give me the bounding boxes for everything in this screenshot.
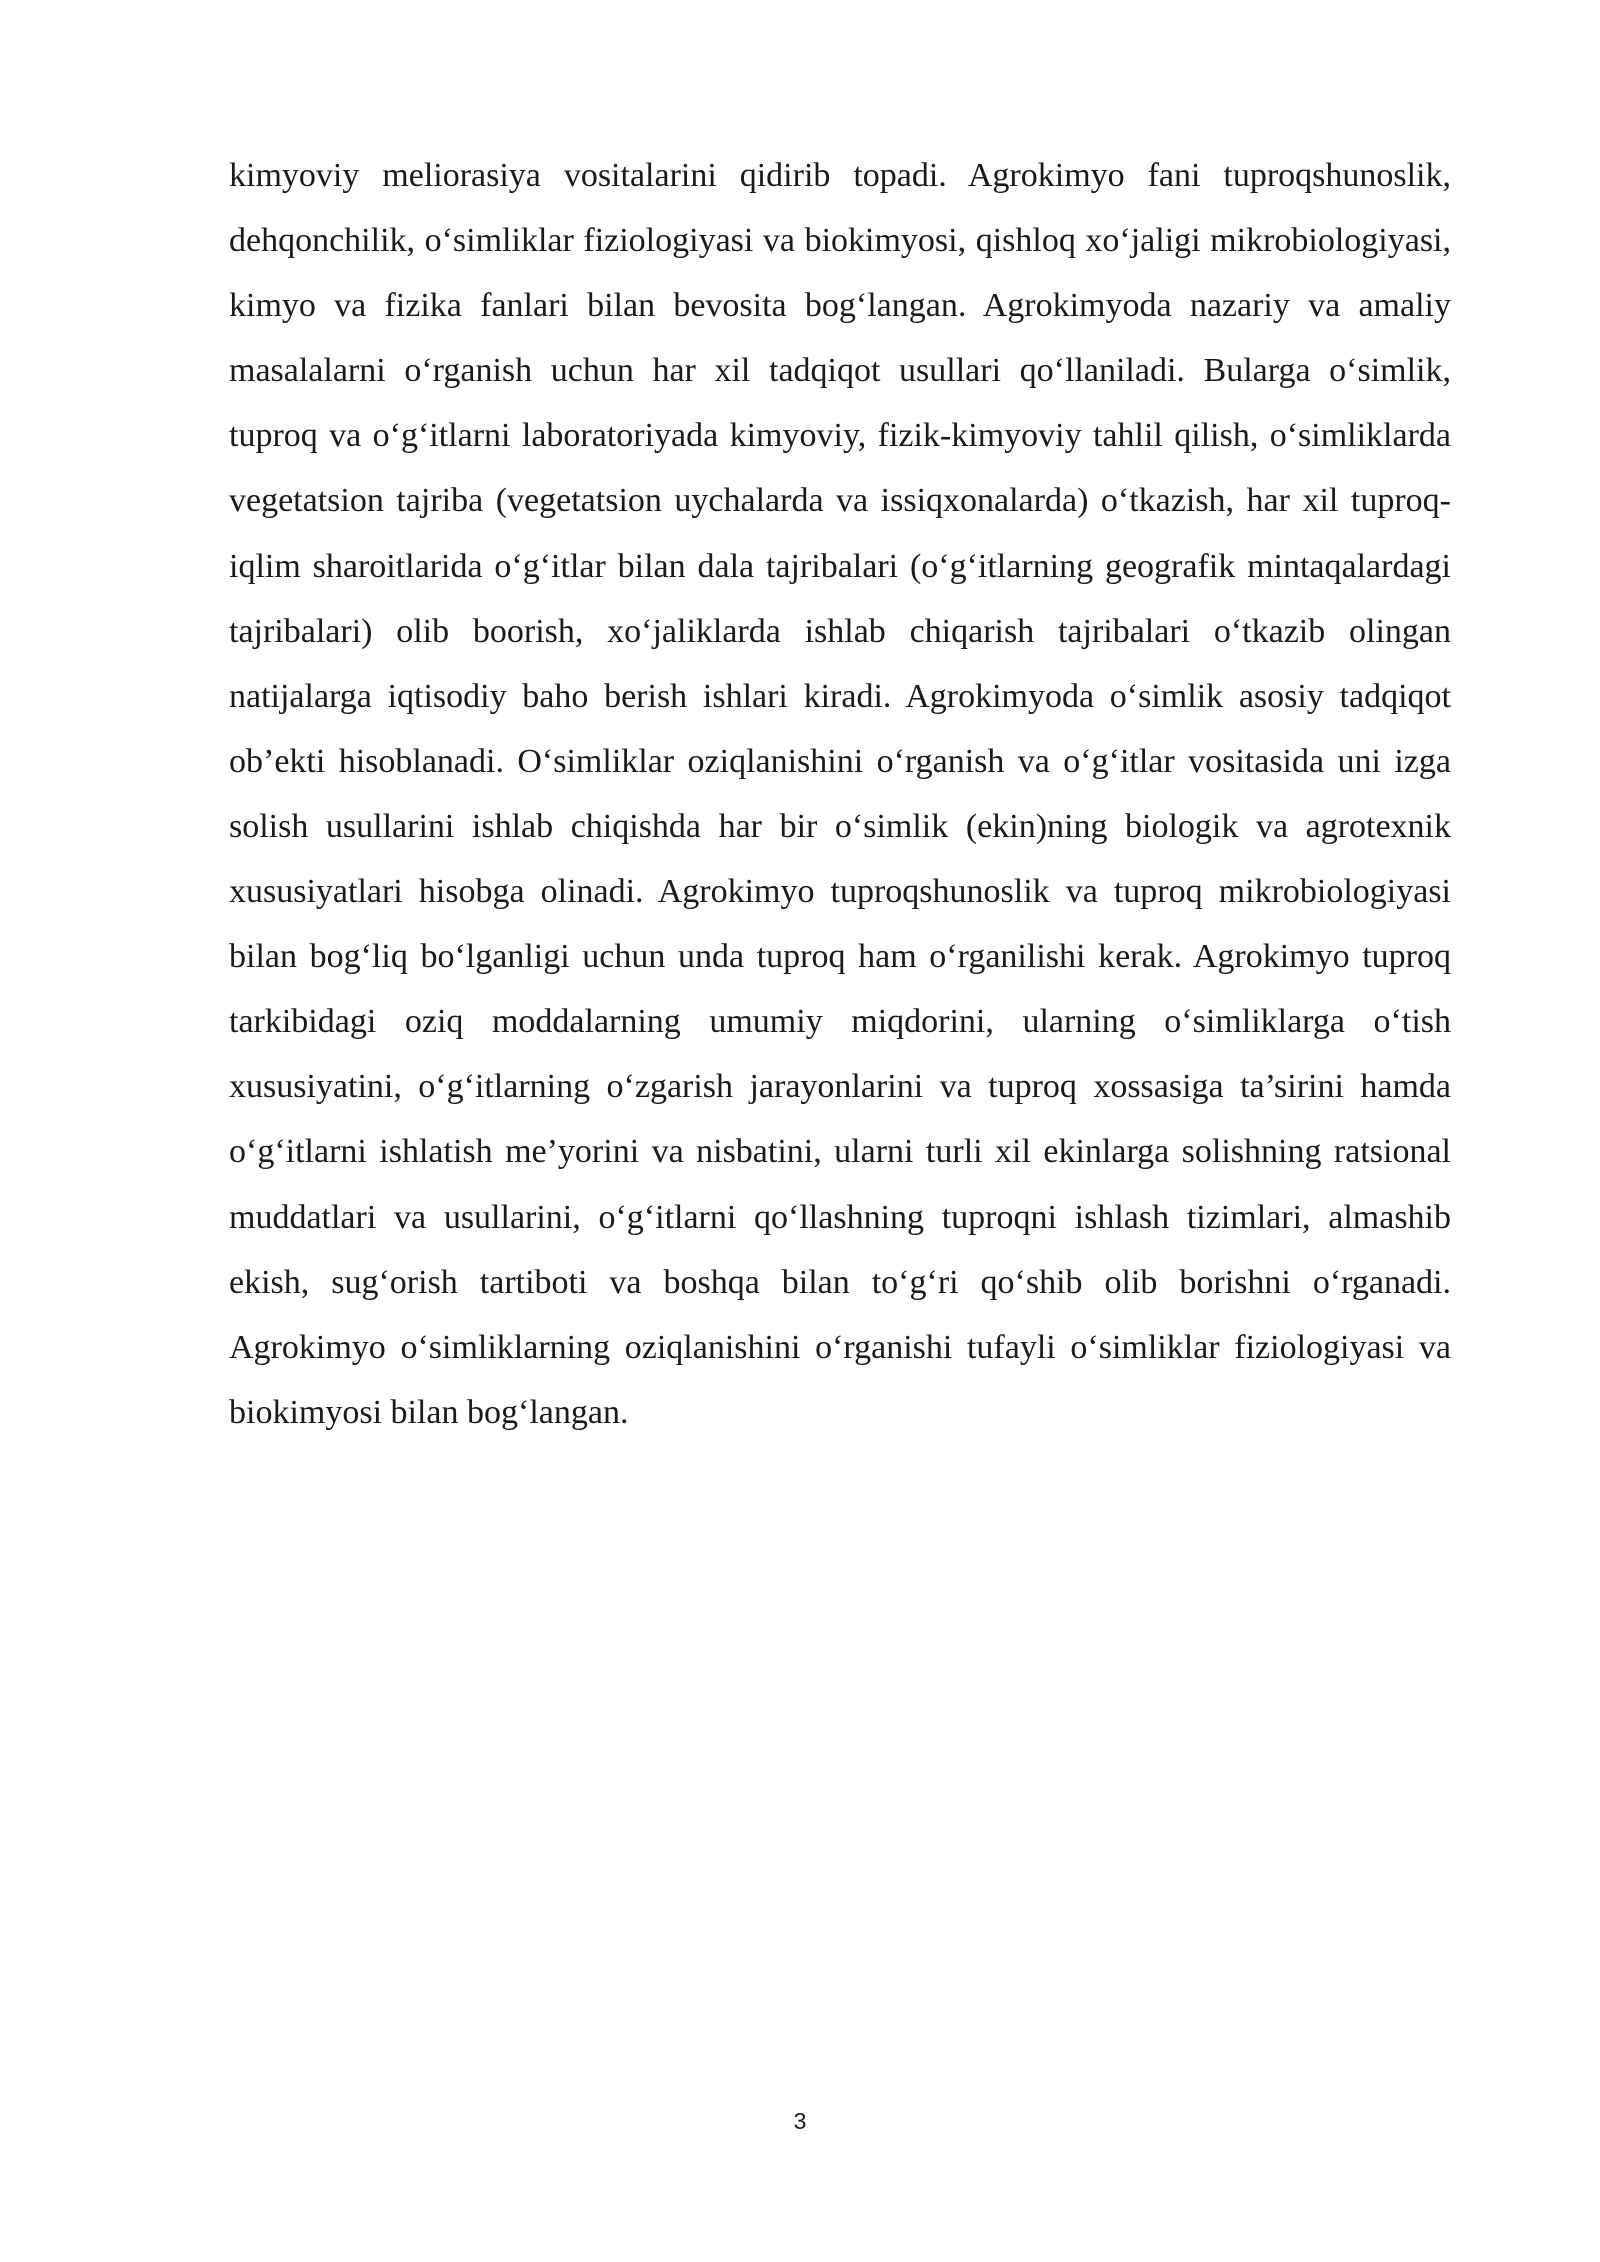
page-number: 3 — [793, 2108, 807, 2134]
body-paragraph: kimyoviy meliorasiya vositalarini qidirib topadi. Agrokimyo fani tuproqshunoslik, dehqonchilik, o‘simliklar fiziologiyasi va biokimyosi, qishloq xo‘jaligi mikrobiologiyasi, kimyo va fizika fanlari bilan bevosita bog‘langan. Agrokimyoda nazariy va amaliy masalalarni o‘rganish uchun har xil tadqiqot usullari qo‘llaniladi. Bularga o‘simlik, tuproq va o‘g‘itlarni laboratoriyada kimyoviy, fizik-kimyoviy tahlil qilish, o‘simliklarda vegetatsion tajriba (vegetatsion uychalarda va issiqxonalarda) o‘tkazish, har xil tuproq-iqlim sharoitlarida o‘g‘itlar bilan dala tajribalari (o‘g‘itlarning geografik mintaqalardagi tajribalari) olib boorish, xo‘jaliklarda ishlab chiqarish tajribalari o‘tkazib olingan natijalarga iqtisodiy baho berish ishlari kiradi. Agrokimyoda o‘simlik asosiy tadqiqot ob’ekti hisoblanadi. O‘simliklar oziqlanishini o‘rganish va o‘g‘itlar vositasida uni izga solish usullarini ishlab chiqishda har bir o‘simlik (ekin)ning biologik va agrotexnik xususiyatlari hisobga olinadi. Agrokimyo tuproqshunoslik va tuproq mikrobiologiyasi bilan bog‘liq bo‘lganligi uchun unda tuproq ham o‘rganilishi kerak. Agrokimyo tuproq tarkibidagi oziq moddalarning umumiy miqdorini, ularning o‘simliklarga o‘tish xususiyatini, o‘g‘itlarning o‘zgarish jarayonlarini va tuproq xossasiga ta’sirini hamda o‘g‘itlarni ishlatish me’yorini va nisbatini, ularni turli xil ekinlarga solishning ratsional muddatlari va usullarini, o‘g‘itlarni qo‘llashning tuproqni ishlash tizimlari, almashib ekish, sug‘orish tartiboti va boshqa bilan to‘g‘ri qo‘shib olib borishni o‘rganadi. Agrokimyo o‘simliklarning oziqlanishini o‘rganishi tufayli o‘simliklar fiziologiyasi va biokimyosi bilan bog‘langan. — [229, 157, 1451, 1431]
